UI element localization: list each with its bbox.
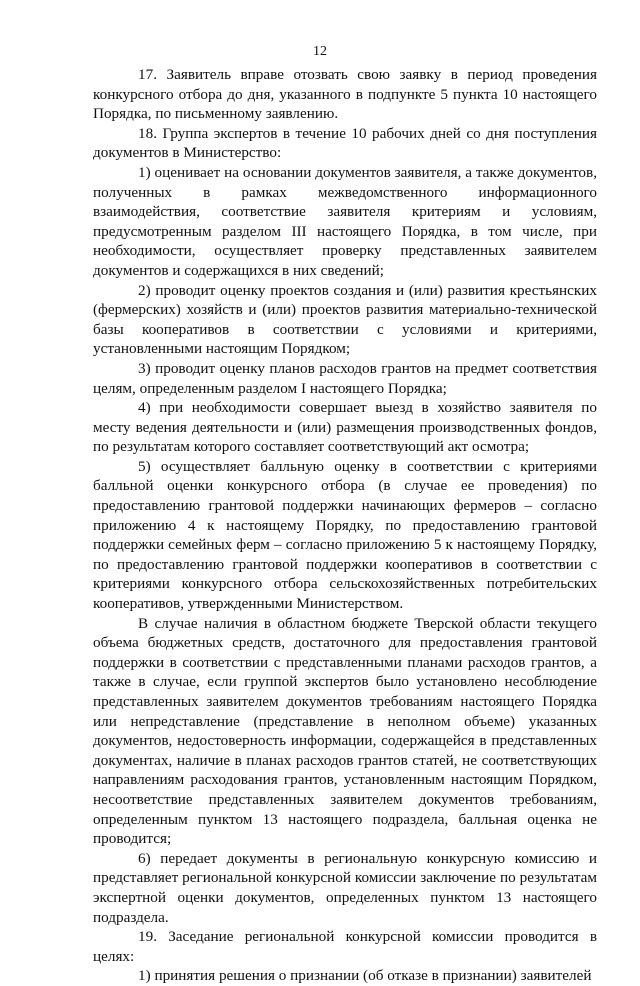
paragraph-budget-case: В случае наличия в областном бюджете Тверской области текущего объема бюджетных средств, достаточного для предоставления грантовой поддержки в соответствии с представленными планами расходов грантов, а также в случае, если группой экспертов было установлено несоблюдение представленных заявителем документов требованиям настоящего Порядка или непредставление (представление в неполном объеме) указанных документов, недостоверность информации, содержащейся в представленных документах, наличие в планах расходов грантов статей, не соответствующих направлениям расходования грантов, установленным настоящим Порядком, несоответствие представленных заявителем документов требованиям, определенным пунктом 13 настоящего подраздела, балльная оценка не проводится; (93, 614, 597, 848)
list-item-18-6: 6) передает документы в региональную конкурсную комиссию и представляет региональной конкурсной комиссии заключение по результатам экспертной оценки документов, определенных пунктом 13 настоящего подраздела. (93, 849, 597, 926)
list-item-18-1: 1) оценивает на основании документов заявителя, а также документов, полученных в рамках межведомственного информационного взаимодействия, соответствие заявителя критериям и условиям, предусмотренным разделом III настоящего Порядка, в том числе, при необходимости, осуществляет проверку представленных заявителем документов и содержащихся в них сведений; (93, 163, 597, 279)
paragraph-17: 17. Заявитель вправе отозвать свою заявку в период проведения конкурсного отбора до дня, указанного в подпункте 5 пункта 10 настоящего Порядка, по письменному заявлению. (93, 66, 597, 123)
document-body (93, 65, 597, 986)
paragraph-19: 19. Заседание региональной конкурсной комиссии проводится в целях: (93, 928, 597, 965)
list-item-18-2: 2) проводит оценку проектов создания и (или) развития крестьянских (фермерских) хозяйств и (или) проектов развития материально-технической базы кооперативов в соответствии с условиями и критериями, установленными настоящим Порядком; (93, 281, 597, 358)
list-item-19-1: 1) принятия решения о признании (об отказе в признании) заявителей (138, 967, 592, 985)
list-item-18-4: 4) при необходимости совершает выезд в хозяйство заявителя по месту ведения деятельности и (или) размещения производственных фондов, по результатам которого составляет соответствующий акт осмотра; (93, 399, 597, 456)
list-item-18-5: 5) осуществляет балльную оценку в соответствии с критериями балльной оценки конкурсного отбора (в случае ее проведения) по предоставлению грантовой поддержки начинающих фермеров – согласно приложению 4 к настоящему Порядку, по предоставлению грантовой поддержки семейных ферм – согласно приложению 5 к настоящему Порядку, по предоставлению грантовой поддержки кооперативов в соответствии с критериями конкурсного отбора сельскохозяйственных потребительских кооперативов, утвержденными Министерством. (93, 457, 597, 613)
list-item-18-3: 3) проводит оценку планов расходов грантов на предмет соответствия целям, определенным разделом I настоящего Порядка; (93, 359, 597, 397)
paragraph-18: 18. Группа экспертов в течение 10 рабочих дней со дня поступления документов в Министерство: (93, 124, 597, 162)
page-number: 12 (313, 44, 327, 59)
